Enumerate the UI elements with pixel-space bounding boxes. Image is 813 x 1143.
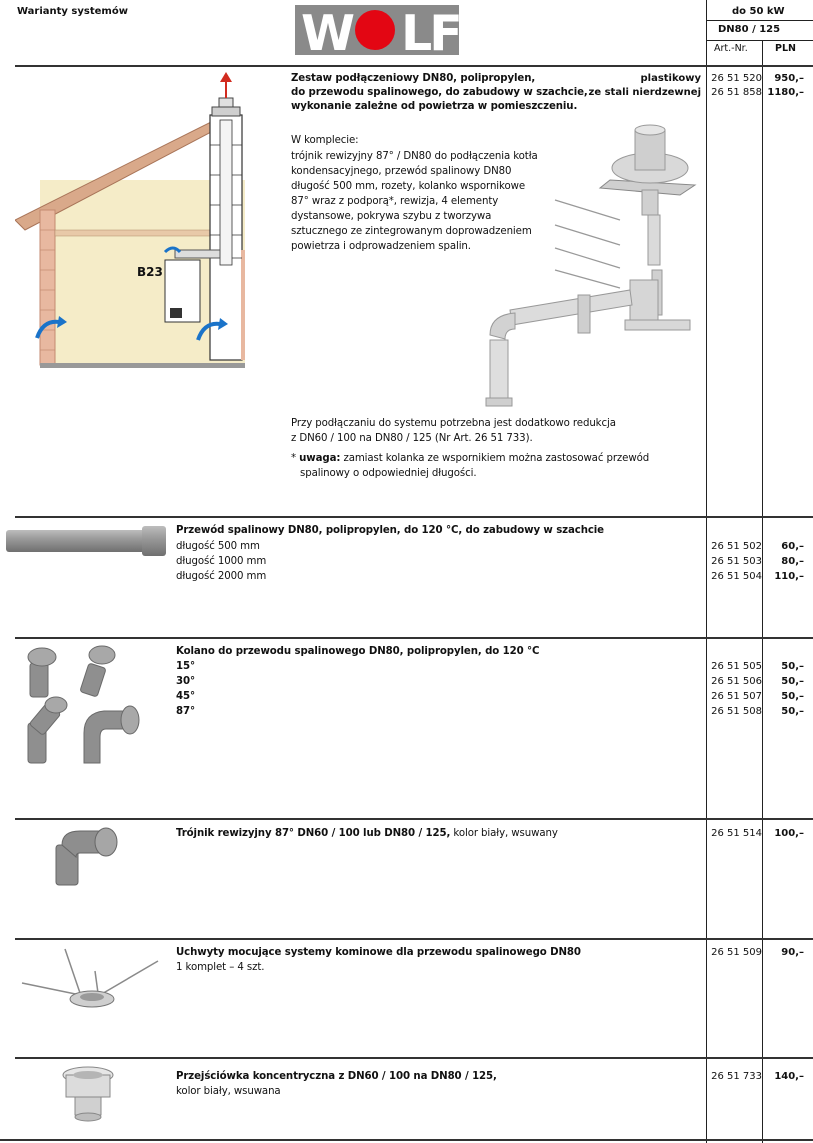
holders-sub: 1 komplet – 4 szt. (176, 962, 265, 973)
elbow-item-label: 15° (176, 661, 195, 672)
warning-star: * (291, 453, 296, 464)
pipe-item-label: długość 500 mm (176, 541, 260, 552)
set-warning (291, 452, 649, 466)
header-dn: DN80 / 125 (718, 24, 781, 35)
pipe-art: 26 51 504 (711, 571, 762, 582)
holders-title: Uchwyty mocujące systemy kominowe dla przewodu spalinowego DN80 (176, 947, 581, 958)
set-price-1: 950,– (774, 73, 804, 84)
warning-text: zamiast kolanka ze wspornikiem można zastosować przewód (340, 453, 650, 464)
adapter-title: Przejściówka koncentryczna z DN60 / 100 na DN80 / 125, (176, 1071, 497, 1082)
holders-image (20, 945, 160, 1015)
header-col-art: Art.-Nr. (714, 43, 748, 54)
elbow-item-label: 30° (176, 676, 195, 687)
label-b23: B23 (137, 265, 163, 279)
set-title-3: wykonanie zależne od powietrza w pomieszczeniu. (291, 101, 578, 112)
set-material-2: ze stali nierdzewnej (588, 87, 701, 98)
set-contents-line: 87° wraz z podporą*, rewizja, 4 elementy (291, 196, 499, 207)
header-power: do 50 kW (732, 6, 785, 17)
header-divider-dn (706, 20, 813, 21)
elbow-price: 50,– (781, 706, 804, 717)
tee-title (176, 827, 558, 841)
tee-price: 100,– (774, 828, 804, 839)
pipe-item-label: długość 2000 mm (176, 571, 267, 582)
set-contents-line: powietrza i odprowadzeniem spalin. (291, 241, 471, 252)
header-col-pln: PLN (775, 43, 796, 54)
pipe-item-label: długość 1000 mm (176, 556, 267, 567)
warning-label: uwaga: (299, 453, 341, 464)
set-contents-heading: W komplecie: (291, 135, 359, 146)
header-divider-art (706, 40, 813, 41)
set-warning-2: spalinowy o odpowiedniej długości. (300, 468, 477, 479)
adapter-art: 26 51 733 (711, 1071, 762, 1082)
column-divider-pln (762, 40, 763, 1143)
tee-title-bold: Trójnik rewizyjny 87° DN60 / 100 lub DN80 / 125, (176, 828, 451, 839)
elbow-art: 26 51 505 (711, 661, 762, 672)
elbow-price: 50,– (781, 661, 804, 672)
svg-text:LF: LF (401, 5, 459, 55)
set-contents-line: kondensacyjnego, przewód spalinowy DN80 (291, 166, 512, 177)
pipe-title: Przewód spalinowy DN80, polipropylen, do 120 °C, do zabudowy w szachcie (176, 525, 604, 536)
tee-title-suffix: kolor biały, wsuwany (450, 828, 558, 839)
set-title-2: do przewodu spalinowego, do zabudowy w szachcie, (291, 87, 588, 98)
pipe-price: 60,– (781, 541, 804, 552)
pipe-art: 26 51 503 (711, 556, 762, 567)
set-product-image (480, 120, 700, 410)
holders-price: 90,– (781, 947, 804, 958)
elbow-art: 26 51 507 (711, 691, 762, 702)
set-art-2: 26 51 858 (711, 87, 762, 98)
wolf-logo (295, 5, 459, 55)
set-art-1: 26 51 520 (711, 73, 762, 84)
pipe-image (4, 522, 168, 558)
elbow-art: 26 51 506 (711, 676, 762, 687)
elbow-price: 50,– (781, 676, 804, 687)
svg-text:W: W (301, 5, 353, 55)
elbow-item-label: 87° (176, 706, 195, 717)
set-contents-line: trójnik rewizyjny 87° / DN80 do podłączenia kotła (291, 151, 538, 162)
adapter-image (60, 1065, 116, 1125)
tee-art: 26 51 514 (711, 828, 762, 839)
set-contents-line: dystansowe, pokrywa szybu z tworzywa (291, 211, 492, 222)
elbow-images (22, 643, 152, 768)
row-divider-adapter (15, 1057, 813, 1059)
header-left-label: Warianty systemów (17, 6, 128, 17)
pipe-price: 80,– (781, 556, 804, 567)
holders-art: 26 51 509 (711, 947, 762, 958)
row-divider-tee (15, 818, 813, 820)
set-title-1: Zestaw podłączeniowy DN80, polipropylen, (291, 73, 536, 84)
set-note-2: z DN60 / 100 na DN80 / 125 (Nr Art. 26 51 733). (291, 433, 533, 444)
row-divider-holders (15, 938, 813, 940)
adapter-price: 140,– (774, 1071, 804, 1082)
elbow-price: 50,– (781, 691, 804, 702)
elbow-art: 26 51 508 (711, 706, 762, 717)
row-divider-elbow (15, 637, 813, 639)
tee-image (52, 825, 122, 887)
set-contents-line: sztucznego ze zintegrowanym doprowadzeniem (291, 226, 532, 237)
set-note-1: Przy podłączaniu do systemu potrzebna jest dodatkowo redukcja (291, 418, 616, 429)
elbow-item-label: 45° (176, 691, 195, 702)
set-price-2: 1180,– (767, 87, 804, 98)
house-diagram (15, 70, 250, 370)
bottom-rule (0, 1139, 813, 1141)
row-divider-header (15, 65, 813, 67)
set-contents-line: długość 500 mm, rozety, kolanko wspornikowe (291, 181, 525, 192)
set-material-1: plastikowy (640, 73, 701, 84)
adapter-sub: kolor biały, wsuwana (176, 1086, 281, 1097)
row-divider-pipe (15, 516, 813, 518)
pipe-price: 110,– (774, 571, 804, 582)
elbow-title: Kolano do przewodu spalinowego DN80, polipropylen, do 120 °C (176, 646, 540, 657)
pipe-art: 26 51 502 (711, 541, 762, 552)
